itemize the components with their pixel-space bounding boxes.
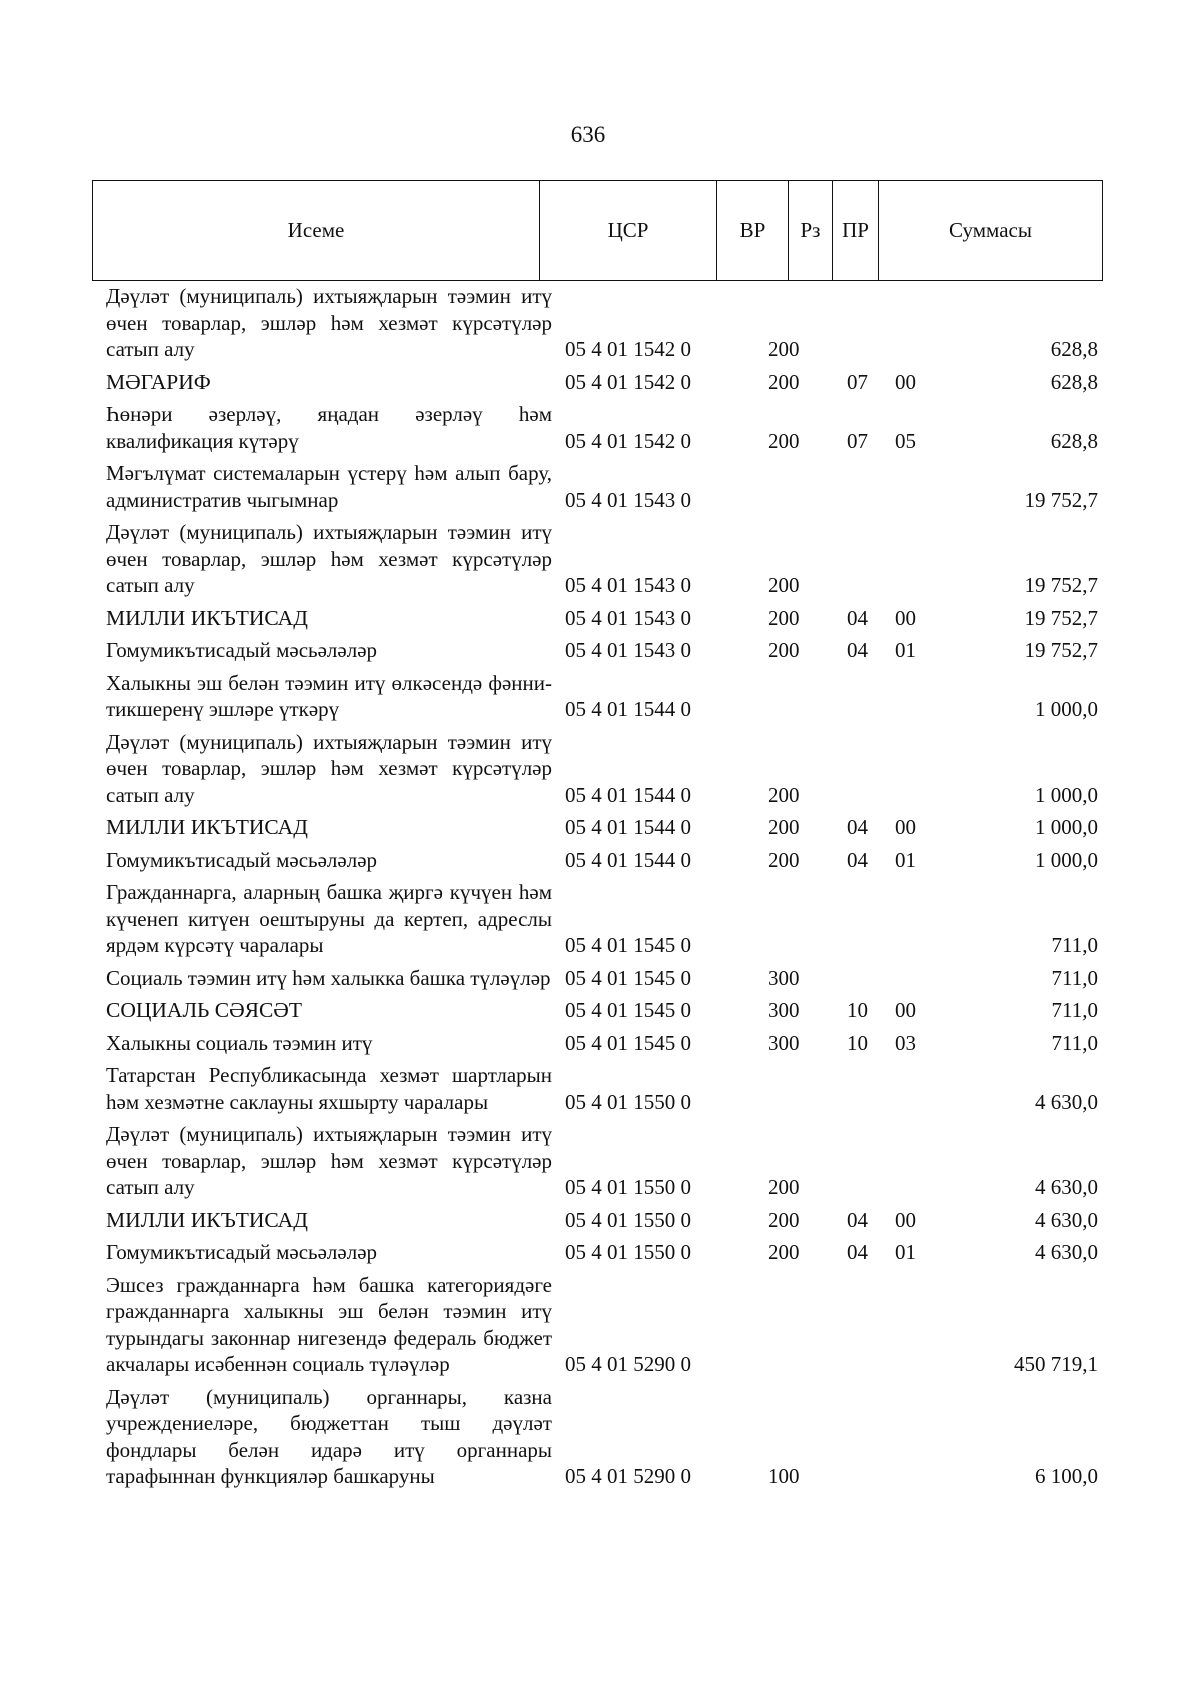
row-sum: 4 630,0 — [1035, 1207, 1098, 1232]
row-csr: 05 4 01 1544 0 — [565, 815, 691, 839]
row-vr: 200 — [768, 1240, 800, 1264]
row-csr: 05 4 01 5290 0 — [565, 1352, 691, 1376]
row-pr: 00 — [895, 605, 916, 630]
table-row — [92, 812, 1102, 845]
row-sum: 19 752,7 — [1024, 573, 1098, 597]
row-name: Халыкны эш белән тәэмин итү өлкәсендә фәнни-тикшеренү эшләре үткәрү — [106, 670, 552, 721]
row-name: Гражданнарга, аларның башка җиргә күчүен һәм күченеп китүен оештыруны да кертеп, адреслы ярдәм күрсәтү чаралары — [106, 880, 552, 957]
header-name: Исеме — [93, 181, 540, 281]
table-header — [92, 180, 1103, 281]
row-vr: 200 — [768, 782, 800, 807]
row-vr: 200 — [768, 605, 800, 630]
row-vr: 100 — [768, 1464, 800, 1488]
header-rz: Рз — [789, 181, 833, 281]
row-sum: 711,0 — [1051, 998, 1098, 1022]
row-csr: 05 4 01 1545 0 — [565, 1030, 691, 1055]
row-csr: 05 4 01 1542 0 — [565, 369, 691, 394]
row-pr: 00 — [895, 1207, 916, 1232]
row-csr: 05 4 01 1543 0 — [565, 573, 691, 597]
row-pr: 03 — [895, 1030, 916, 1055]
row-name: Дәүләт (муниципаль) ихтыяҗларын тәэмин итү өчен товарлар, эшләр һәм хезмәт күрсәтүләр сатып алу — [106, 520, 552, 597]
row-csr: 05 4 01 1550 0 — [565, 1175, 691, 1199]
table-row — [92, 727, 1102, 813]
row-name: Мәгълүмат системаларын үстерү һәм алып бару, административ чыгымнар — [106, 461, 552, 512]
row-rz: 04 — [847, 1207, 868, 1232]
row-rz: 04 — [847, 847, 868, 872]
row-name: МИЛЛИ ИКЪТИСАД — [106, 1207, 308, 1232]
row-rz: 04 — [847, 1240, 868, 1264]
row-sum: 4 630,0 — [1035, 1089, 1098, 1114]
row-sum: 711,0 — [1051, 933, 1098, 957]
row-pr: 05 — [895, 428, 916, 453]
row-sum: 6 100,0 — [1035, 1464, 1098, 1488]
row-csr: 05 4 01 1545 0 — [565, 965, 691, 990]
row-csr: 05 4 01 1542 0 — [565, 337, 691, 361]
table-row — [92, 458, 1102, 517]
row-vr: 200 — [768, 428, 800, 453]
row-name: Эшсез гражданнарга һәм башка категориядәге гражданнарга халыкны эш белән тәэмин итү турындагы законнар нигезендә федераль бюджет акчалары исәбеннән социаль түләүләр — [106, 1272, 552, 1376]
row-name: Халыкны социаль тәэмин итү — [106, 1030, 373, 1055]
header-vr: ВР — [717, 181, 789, 281]
table-row — [92, 845, 1102, 878]
row-sum: 711,0 — [1051, 1030, 1098, 1055]
table-row — [92, 603, 1102, 636]
row-rz: 07 — [847, 428, 868, 453]
table-row — [92, 517, 1102, 603]
header-pr: ПР — [833, 181, 879, 281]
row-sum: 628,8 — [1050, 337, 1098, 361]
row-csr: 05 4 01 1545 0 — [565, 998, 691, 1022]
row-name: СОЦИАЛЬ СӘЯСӘТ — [106, 998, 302, 1022]
row-csr: 05 4 01 1550 0 — [565, 1207, 691, 1232]
row-vr: 200 — [768, 369, 800, 394]
table-row — [92, 1028, 1102, 1061]
row-pr: 01 — [895, 638, 916, 662]
row-vr: 200 — [768, 573, 800, 597]
row-sum: 19 752,7 — [1024, 487, 1098, 512]
row-name: Дәүләт (муниципаль) ихтыяҗларын тәэмин итү өчен товарлар, эшләр һәм хезмәт күрсәтүләр сатып алу — [106, 284, 552, 361]
row-sum: 628,8 — [1050, 369, 1098, 394]
table-row — [92, 367, 1102, 400]
row-sum: 450 719,1 — [1014, 1352, 1098, 1376]
row-name: МИЛЛИ ИКЪТИСАД — [106, 605, 308, 630]
row-sum: 19 752,7 — [1024, 605, 1098, 630]
table-row — [92, 1237, 1102, 1270]
row-name: МИЛЛИ ИКЪТИСАД — [106, 815, 308, 839]
row-sum: 711,0 — [1051, 965, 1098, 990]
header-csr: ЦСР — [540, 181, 717, 281]
row-rz: 10 — [847, 998, 868, 1022]
table-row — [92, 963, 1102, 996]
row-csr: 05 4 01 1550 0 — [565, 1240, 691, 1264]
row-sum: 4 630,0 — [1035, 1175, 1098, 1199]
row-csr: 05 4 01 1544 0 — [565, 847, 691, 872]
row-pr: 00 — [895, 815, 916, 839]
row-name: Дәүләт (муниципаль) ихтыяҗларын тәэмин итү өчен товарлар, эшләр һәм хезмәт күрсәтүләр сатып алу — [106, 1122, 552, 1199]
row-vr: 200 — [768, 638, 800, 662]
table-row — [92, 281, 1102, 367]
row-vr: 200 — [768, 815, 800, 839]
row-name: МӘГАРИФ — [106, 369, 211, 394]
row-vr: 200 — [768, 847, 800, 872]
row-rz: 07 — [847, 369, 868, 394]
table-row — [92, 877, 1102, 963]
table-row — [92, 668, 1102, 727]
row-name: Гомумикътисадый мәсьәләләр — [106, 847, 378, 872]
header-sum: Суммасы — [879, 181, 1103, 281]
row-csr: 05 4 01 1550 0 — [565, 1089, 691, 1114]
row-sum: 1 000,0 — [1035, 847, 1098, 872]
row-rz: 10 — [847, 1030, 868, 1055]
row-vr: 300 — [768, 965, 800, 990]
row-pr: 01 — [895, 1240, 916, 1264]
row-name: Гомумикътисадый мәсьәләләр — [106, 638, 378, 662]
row-pr: 00 — [895, 369, 916, 394]
row-name: Социаль тәэмин итү һәм халыкка башка түләүләр — [106, 965, 551, 990]
row-vr: 200 — [768, 337, 800, 361]
row-csr: 05 4 01 5290 0 — [565, 1464, 691, 1488]
row-vr: 200 — [768, 1175, 800, 1199]
row-sum: 1 000,0 — [1035, 697, 1098, 721]
row-csr: 05 4 01 1544 0 — [565, 782, 691, 807]
row-name: Һөнәри әзерләү, яңадан әзерләү һәм квалификация күтәрү — [106, 402, 552, 453]
table-row — [92, 635, 1102, 668]
row-csr: 05 4 01 1545 0 — [565, 933, 691, 957]
row-rz: 04 — [847, 815, 868, 839]
row-sum: 19 752,7 — [1024, 638, 1098, 662]
table-row — [92, 1382, 1102, 1494]
table-row — [92, 399, 1102, 458]
row-name: Дәүләт (муниципаль) ихтыяҗларын тәэмин итү өчен товарлар, эшләр һәм хезмәт күрсәтүләр сатып алу — [106, 729, 552, 807]
table-row — [92, 1119, 1102, 1205]
row-sum: 628,8 — [1050, 428, 1098, 453]
table-row — [92, 995, 1102, 1028]
page-number: 636 — [570, 122, 606, 147]
row-pr: 00 — [895, 998, 916, 1022]
row-csr: 05 4 01 1543 0 — [565, 487, 691, 512]
row-rz: 04 — [847, 605, 868, 630]
row-csr: 05 4 01 1544 0 — [565, 697, 691, 721]
row-sum: 1 000,0 — [1035, 782, 1098, 807]
table-body — [92, 281, 1102, 1494]
row-pr: 01 — [895, 847, 916, 872]
table-row — [92, 1205, 1102, 1238]
row-vr: 300 — [768, 998, 800, 1022]
row-name: Дәүләт (муниципаль) органнары, казна учреждениеләре, бюджеттан тыш дәүләт фондлары белән идарә итү органнары тарафыннан функцияләр башкаруны — [106, 1384, 552, 1488]
row-csr: 05 4 01 1542 0 — [565, 428, 691, 453]
row-csr: 05 4 01 1543 0 — [565, 638, 691, 662]
row-sum: 4 630,0 — [1035, 1240, 1098, 1264]
row-name: Гомумикътисадый мәсьәләләр — [106, 1240, 378, 1264]
row-name: Татарстан Республикасында хезмәт шартларын һәм хезмәтне саклауны яхшырту чаралары — [106, 1063, 552, 1114]
row-vr: 300 — [768, 1030, 800, 1055]
row-rz: 04 — [847, 638, 868, 662]
table-row — [92, 1270, 1102, 1382]
row-csr: 05 4 01 1543 0 — [565, 605, 691, 630]
table-row — [92, 1060, 1102, 1119]
row-vr: 200 — [768, 1207, 800, 1232]
row-sum: 1 000,0 — [1035, 815, 1098, 839]
